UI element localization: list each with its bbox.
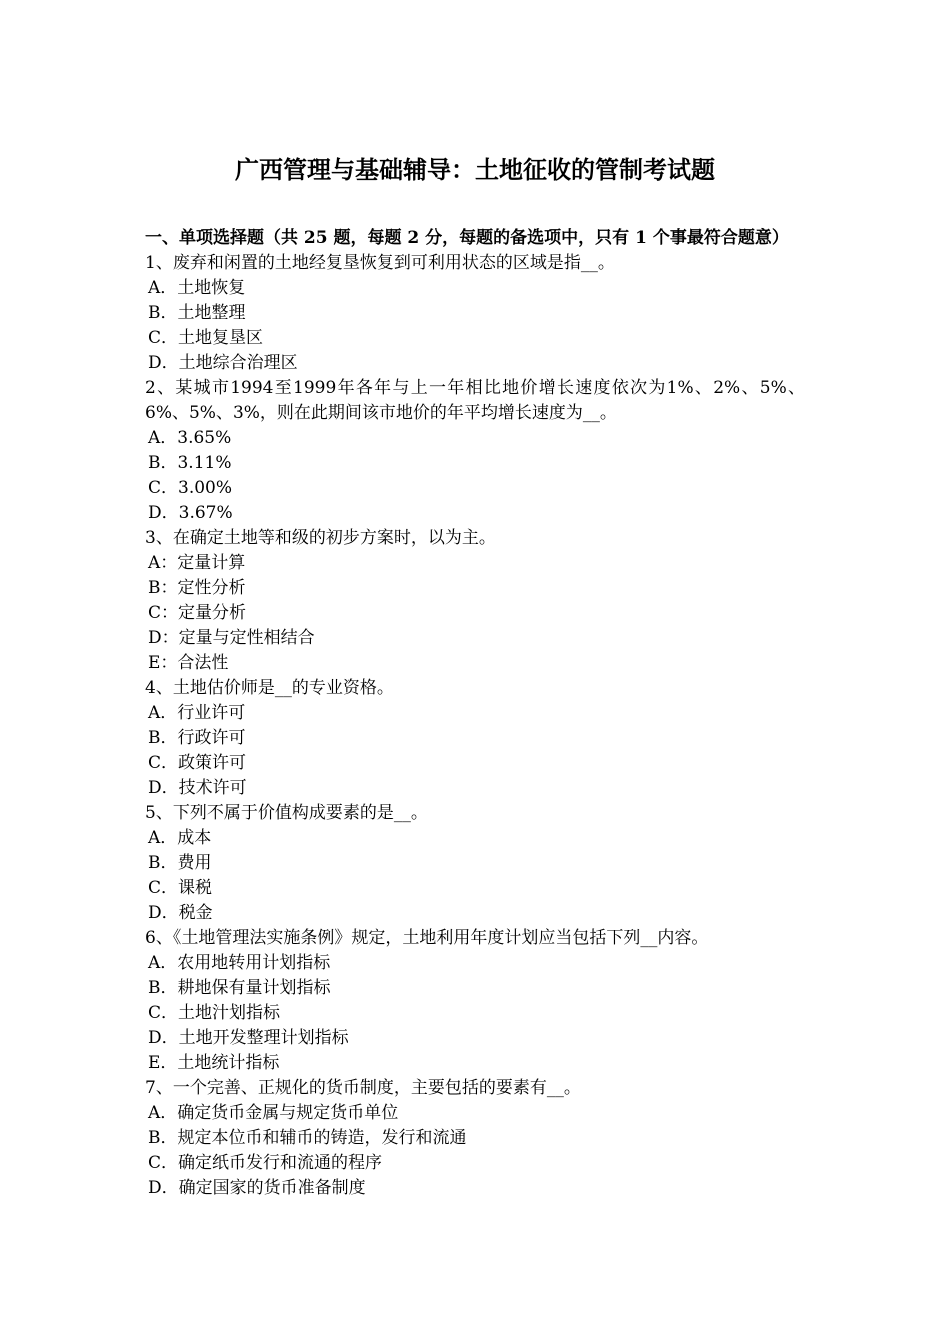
option-d: D．土地开发整理计划指标 <box>148 1028 349 1048</box>
question-stem: 1、废弃和闲置的土地经复垦恢复到可利用状态的区域是指__。 <box>145 253 615 273</box>
option-c: C．确定纸币发行和流通的程序 <box>148 1153 383 1173</box>
question-4 <box>145 676 805 801</box>
option-b: B．耕地保有量计划指标 <box>148 978 331 998</box>
option-c: C．土地复垦区 <box>148 328 264 348</box>
question-1 <box>145 251 805 376</box>
option-c: C：定量分析 <box>148 603 247 623</box>
question-stem: 6、《土地管理法实施条例》规定，土地利用年度计划应当包括下列__内容。 <box>145 928 709 948</box>
section-heading: 一、单项选择题（共 25 题，每题 2 分，每题的备选项中，只有 1 个事最符合题意） <box>145 228 789 248</box>
question-7 <box>145 1076 805 1201</box>
option-d: D．技术许可 <box>148 778 247 798</box>
option-d: D：定量与定性相结合 <box>148 628 315 648</box>
question-6 <box>145 926 805 1076</box>
question-stem: 3、在确定土地等和级的初步方案时，以为主。 <box>145 528 496 548</box>
question-stem: 7、一个完善、正规化的货币制度，主要包括的要素有__。 <box>145 1078 581 1098</box>
option-b: B．3.11% <box>148 453 232 473</box>
question-stem: 4、土地估价师是__的专业资格。 <box>145 678 394 698</box>
option-a: A：定量计算 <box>148 553 246 573</box>
option-c: C．3.00% <box>148 478 233 498</box>
question-2 <box>145 376 805 526</box>
question-3 <box>145 526 805 676</box>
option-d: D．确定国家的货币准备制度 <box>148 1178 366 1198</box>
option-a: A．3.65% <box>148 428 232 448</box>
option-b: B：定性分析 <box>148 578 246 598</box>
option-e: E．土地统计指标 <box>148 1053 280 1073</box>
option-d: D．土地综合治理区 <box>148 353 298 373</box>
option-a: A．农用地转用计划指标 <box>148 953 331 973</box>
option-b: B．费用 <box>148 853 212 873</box>
question-stem: 2、某城市1994至1999年各年与上一年相比地价增长速度依次为1%、2%、5%、6%、5%、3%，则在此期间该市地价的年平均增长速度为__。 <box>145 378 805 423</box>
document-title: 广西管理与基础辅导：土地征收的管制考试题 <box>235 156 715 184</box>
option-b: B．规定本位币和辅币的铸造，发行和流通 <box>148 1128 467 1148</box>
option-b: B．行政许可 <box>148 728 246 748</box>
document-body <box>145 226 805 1201</box>
option-d: D．税金 <box>148 903 213 923</box>
option-b: B．土地整理 <box>148 303 246 323</box>
option-d: D．3.67% <box>148 503 233 523</box>
option-c: C．课税 <box>148 878 213 898</box>
option-a: A．确定货币金属与规定货币单位 <box>148 1103 399 1123</box>
option-c: C．政策许可 <box>148 753 247 773</box>
option-c: C．土地汁划指标 <box>148 1003 281 1023</box>
question-stem: 5、下列不属于价值构成要素的是__。 <box>145 803 428 823</box>
option-a: A．土地恢复 <box>148 278 246 298</box>
option-a: A．行业许可 <box>148 703 246 723</box>
option-a: A．成本 <box>148 828 212 848</box>
option-e: E：合法性 <box>148 653 229 673</box>
question-5 <box>145 801 805 926</box>
